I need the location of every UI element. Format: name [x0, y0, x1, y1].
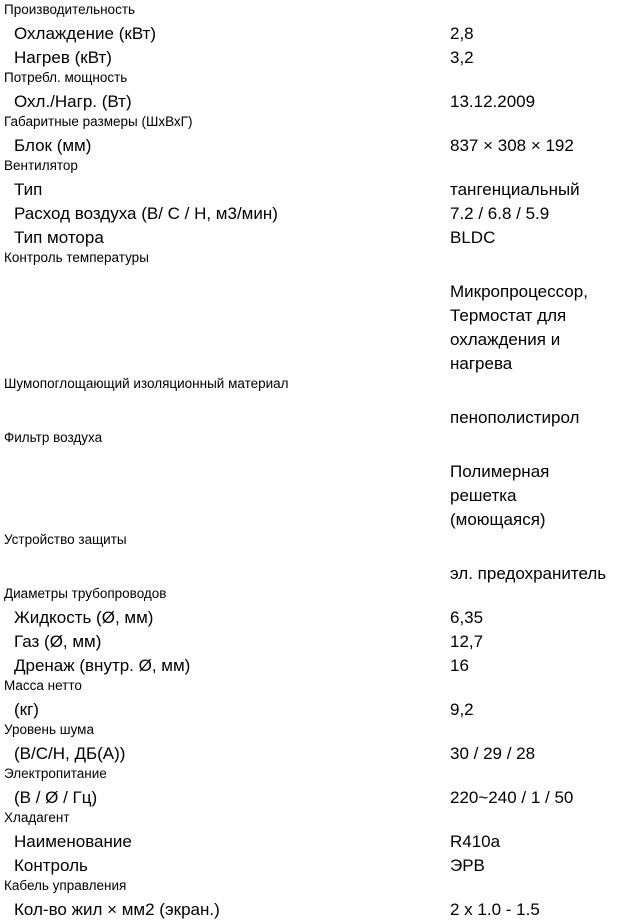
section-title: Габаритные размеры (ШхВхГ): [4, 114, 193, 129]
spec-label: Блок (мм): [14, 136, 92, 155]
spec-label: Нагрев (кВт): [14, 48, 112, 67]
section-title: Хладагент: [4, 810, 70, 825]
section-title: Вентилятор: [4, 158, 78, 173]
spec-label: Дренаж (внутр. Ø, мм): [14, 656, 191, 675]
spec-value: 2 x 1.0 - 1.5: [450, 900, 540, 919]
section-title: Производительность: [4, 2, 136, 17]
section-title: Диаметры трубопроводов: [4, 586, 167, 601]
section-title: Электропитание: [4, 766, 107, 781]
spec-label: Охлаждение (кВт): [14, 24, 157, 43]
spec-value: 220~240 / 1 / 50: [450, 788, 574, 807]
spec-label: (В/С/Н, ДБ(А)): [14, 744, 126, 763]
spec-label: Контроль: [14, 856, 88, 875]
spec-value: 16: [450, 656, 469, 675]
spec-value: BLDC: [450, 228, 496, 247]
spec-value: Микропроцессор, Термостат для охлаждения и нагрева: [450, 282, 588, 373]
spec-value: 12,7: [450, 632, 484, 651]
spec-value: Полимерная решетка (моющаяся): [450, 462, 550, 529]
spec-value: R410a: [450, 832, 501, 851]
section-title: Уровень шума: [4, 722, 94, 737]
spec-value: 7.2 / 6.8 / 5.9: [450, 204, 550, 223]
section-title: Контроль температуры: [4, 250, 149, 265]
spec-label: (В / Ø / Гц): [14, 788, 98, 807]
spec-value: 837 × 308 × 192: [450, 136, 574, 155]
spec-value: ЭРВ: [450, 856, 485, 875]
section-title: Потребл. мощность: [4, 70, 128, 85]
spec-label: Охл./Нагр. (Вт): [14, 92, 132, 111]
spec-label: Газ (Ø, мм): [14, 632, 102, 651]
spec-label: Расход воздуха (В/ С / Н, м3/мин): [14, 204, 278, 223]
section-title: Шумопоглощающий изоляционный материал: [4, 376, 289, 391]
spec-value: пенополистирол: [450, 408, 580, 427]
section-title: Масса нетто: [4, 678, 82, 693]
spec-label: Тип: [14, 180, 43, 199]
spec-value: 30 / 29 / 28: [450, 744, 536, 763]
section-title: Фильтр воздуха: [4, 430, 103, 445]
spec-value: 9,2: [450, 700, 474, 719]
spec-value: 2,8: [450, 24, 474, 43]
spec-value: 3,2: [450, 48, 474, 67]
section-title: Кабель управления: [4, 878, 127, 893]
spec-label: Кол-во жил × мм2 (экран.): [14, 900, 220, 919]
spec-value: эл. предохранитель: [450, 564, 607, 583]
spec-value: 6,35: [450, 608, 484, 627]
spec-label: Жидкость (Ø, мм): [14, 608, 154, 627]
spec-label: Наименование: [14, 832, 132, 851]
spec-value: тангенциальный: [450, 180, 580, 199]
spec-value: 13.12.2009: [450, 92, 536, 111]
spec-label: Тип мотора: [14, 228, 104, 247]
section-title: Устройство защиты: [4, 532, 127, 547]
spec-label: (кг): [14, 700, 39, 719]
